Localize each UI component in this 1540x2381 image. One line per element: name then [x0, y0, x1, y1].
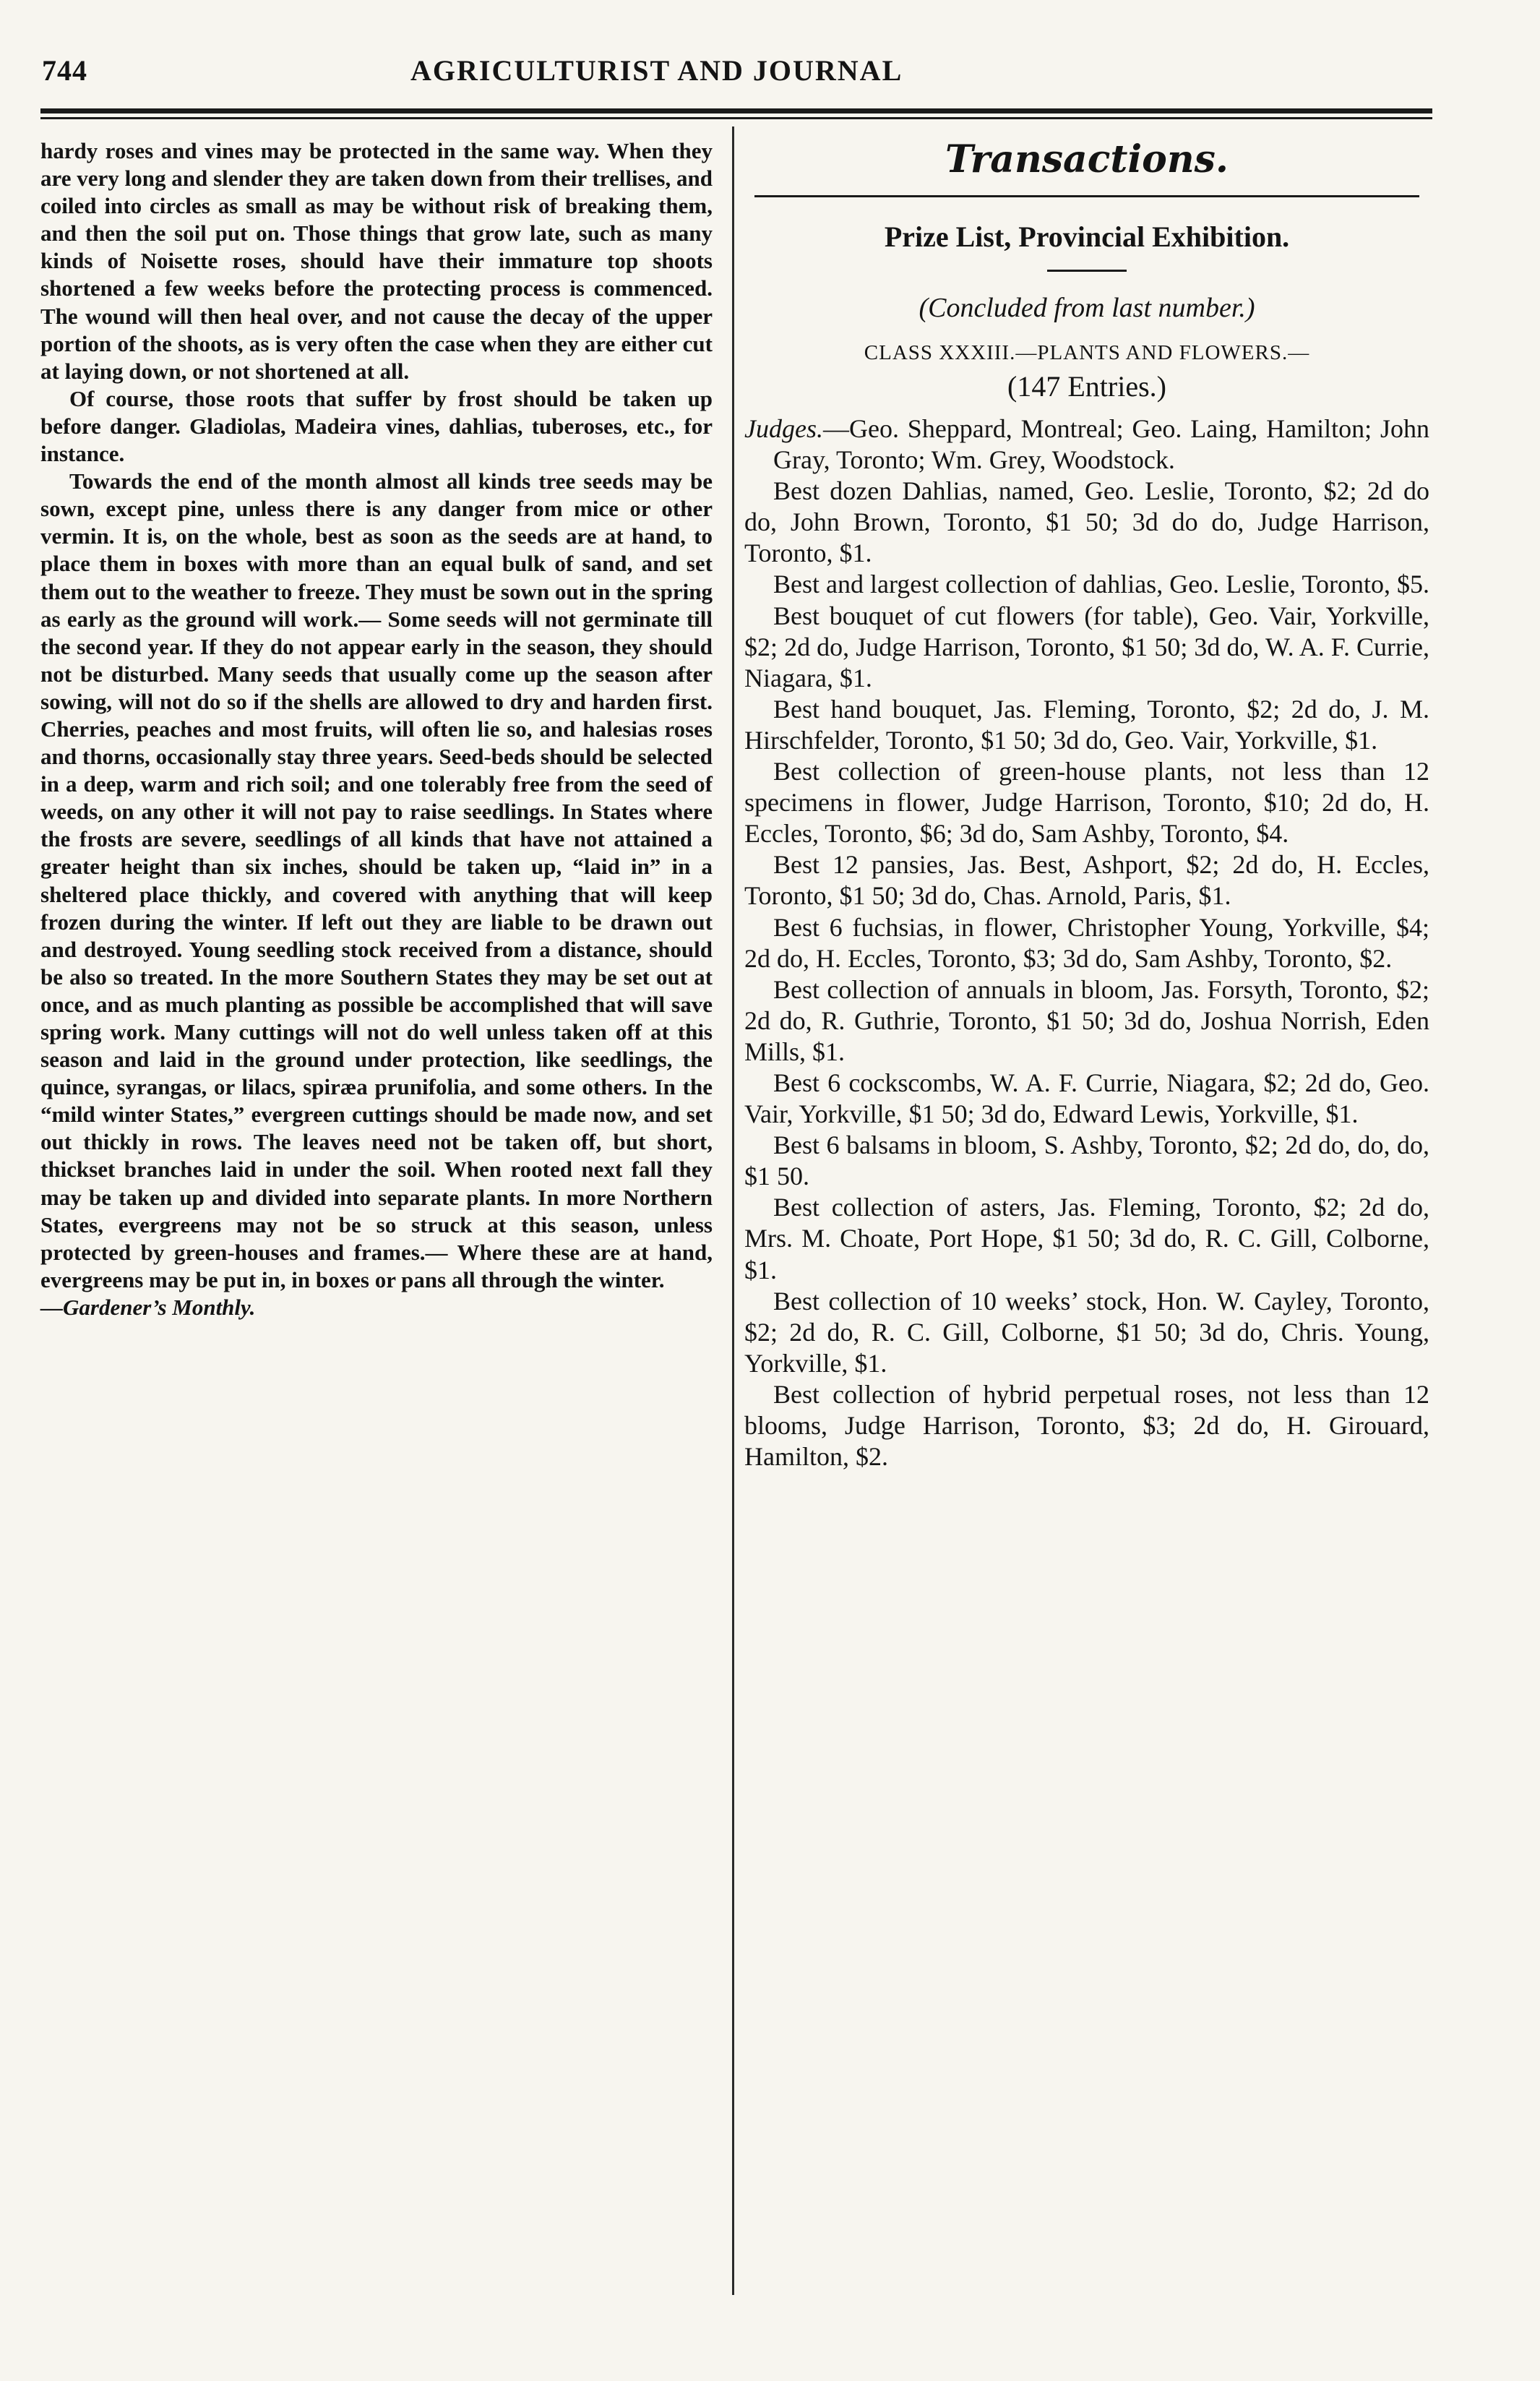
entries-count: (147 Entries.)	[1007, 370, 1166, 403]
header-rule-thin	[40, 117, 1432, 119]
prize-entry: Best bouquet of cut flowers (for table), Geo. Vair, Yorkville, $2; 2d do, Judge Harrison, Toronto, $1 50; 3d do, W. A. F. Currie, Niagara, $1.	[744, 601, 1429, 692]
class-heading: CLASS XXXIII.—PLANTS AND FLOWERS.—	[864, 341, 1310, 364]
judges-label: Judges.	[744, 414, 823, 443]
prize-entry: Best collection of 10 weeks’ stock, Hon. W. Cayley, Toronto, $2; 2d do, R. C. Gill, Colborne, $1 50; 3d do, Chris. Young, Yorkville, $1.	[744, 1286, 1429, 1378]
prize-entry: Best collection of asters, Jas. Fleming, Toronto, $2; 2d do, Mrs. M. Choate, Port Hope, $1 50; 3d do, R. C. Gill, Colborne, $1.	[744, 1193, 1429, 1284]
left-paragraph-3: Towards the end of the month almost all kinds tree seeds may be sown, except pine, unless there is any danger from mice or other vermin. It is, on the whole, best as soon as the seeds are at hand, to place them in boxes with more than an equal bulk of sand, and set them out to the weather to freeze. They must be sown out in the spring as early as the ground will work.— Some seeds will not germinate till the second year. If they do not appear early in the season, they should not be disturbed. Many seeds that usually come up the season after sowing, will not do so if the shells are allowed to dry and harden first. Cherries, peaches and most fruits, will often lie so, and halesias roses and thorns, occasionally stay three years. Seed-beds should be selected in a deep, warm and rich soil; and one tolerably free from the seed of weeds, on any other it will not pay to raise seedlings. In States where the frosts are severe, seedlings of all kinds that have not attained a greater height than six inches, should be taken up, “laid in” in a sheltered place thickly, and covered with anything that will keep frozen during the winter. If left out they are liable to be drawn out and destroyed. Young seedling stock received from a distance, should be also so treated. In the more Southern States they may be set out at once, and as much planting as possible be accomplished that will save spring work. Many cuttings will not do well unless taken off at this season and laid in the ground under protection, like seedlings, the quince, syrangas, or lilacs, spiræa prunifolia, and some others. In the “mild winter States,” evergreen cuttings should be made now, and set out thickly in rows. The leaves need not be taken off, but short, thickset branches laid in under the soil. When rooted next fall they may be taken up and divided into separate plants. In more Northern States, evergreens may not be so struck at this season, unless protected by green-houses and frames.— Where these are at hand, evergreens may be put in, in boxes or pans all through the winter.	[40, 468, 713, 1292]
prize-entry: Best 6 fuchsias, in flower, Christopher Young, Yorkville, $4; 2d do, H. Eccles, Toronto, $3; 3d do, Sam Ashby, Toronto, $2.	[744, 912, 1429, 973]
running-head: AGRICULTURIST AND JOURNAL	[410, 54, 903, 87]
prize-entry: Best collection of green-house plants, not less than 12 specimens in flower, Judge Harrison, Toronto, $10; 2d do, H. Eccles, Toronto, $6; 3d do, Sam Ashby, Toronto, $4.	[744, 757, 1429, 849]
judges-paragraph	[744, 413, 1429, 476]
concluded-note: (Concluded from last number.)	[919, 293, 1255, 323]
column-divider	[732, 126, 734, 2295]
prize-entry: Best 12 pansies, Jas. Best, Ashport, $2; 2d do, H. Eccles, Toronto, $1 50; 3d do, Chas. Arnold, Paris, $1.	[744, 850, 1429, 911]
page-header	[42, 53, 1429, 97]
prize-entry: Best and largest collection of dahlias, Geo. Leslie, Toronto, $5.	[773, 570, 1429, 599]
source-attribution: —Gardener’s Monthly.	[40, 1294, 256, 1320]
prize-entry: Best collection of annuals in bloom, Jas. Forsyth, Toronto, $2; 2d do, R. Guthrie, Toronto, $1 50; 3d do, Joshua Norrish, Eden Mills, $1.	[744, 974, 1429, 1066]
header-rule-thick	[40, 108, 1432, 113]
prize-entry: Best collection of hybrid perpetual roses, not less than 12 blooms, Judge Harrison, Toronto, $3; 2d do, H. Girouard, Hamilton, $2.	[744, 1379, 1429, 1472]
left-paragraph-2: Of course, those roots that suffer by frost should be taken up before danger. Gladiolas, Madeira vines, dahlias, tuberoses, etc., for instance.	[40, 385, 713, 467]
prize-entry: Best 6 balsams in bloom, S. Ashby, Toronto, $2; 2d do, do, do, $1 50.	[744, 1131, 1429, 1191]
page-number: 744	[42, 54, 87, 87]
judges-text: —Geo. Sheppard, Montreal; Geo. Laing, Hamilton; John Gray, Toronto; Wm. Grey, Woodstock.	[773, 414, 1429, 475]
prize-entry: Best dozen Dahlias, named, Geo. Leslie, Toronto, $2; 2d do do, John Brown, Toronto, $1 50; 3d do do, Judge Harrison, Toronto, $1.	[744, 476, 1429, 568]
left-paragraph-1: hardy roses and vines may be protected in the same way. When they are very long and slender they are taken down from their trellises, and coiled into circles as small as may be without risk of breaking them, and then the soil put on. Those things that grow late, such as many kinds of Noisette roses, should have their immature top shoots shortened a few weeks before the protecting process is commenced. The wound will then heal over, and not cause the decay of the upper portion of the shoots, as is very often the case when they are either cut at laying down, or not shortened at all.	[40, 138, 713, 384]
section-title: Transactions.	[945, 137, 1229, 181]
prize-list-title: Prize List, Provincial Exhibition.	[884, 220, 1290, 253]
prize-entry: Best hand bouquet, Jas. Fleming, Toronto, $2; 2d do, J. M. Hirschfelder, Toronto, $1 50; 3d do, Geo. Vair, Yorkville, $1.	[744, 694, 1429, 755]
prize-title-rule	[1047, 270, 1127, 272]
prize-entry: Best 6 cockscombs, W. A. F. Currie, Niagara, $2; 2d do, Geo. Vair, Yorkville, $1 50; 3d do, Edward Lewis, Yorkville, $1.	[744, 1068, 1429, 1129]
right-column	[744, 134, 1429, 1472]
left-column	[40, 137, 713, 1321]
section-title-rule	[754, 195, 1419, 197]
